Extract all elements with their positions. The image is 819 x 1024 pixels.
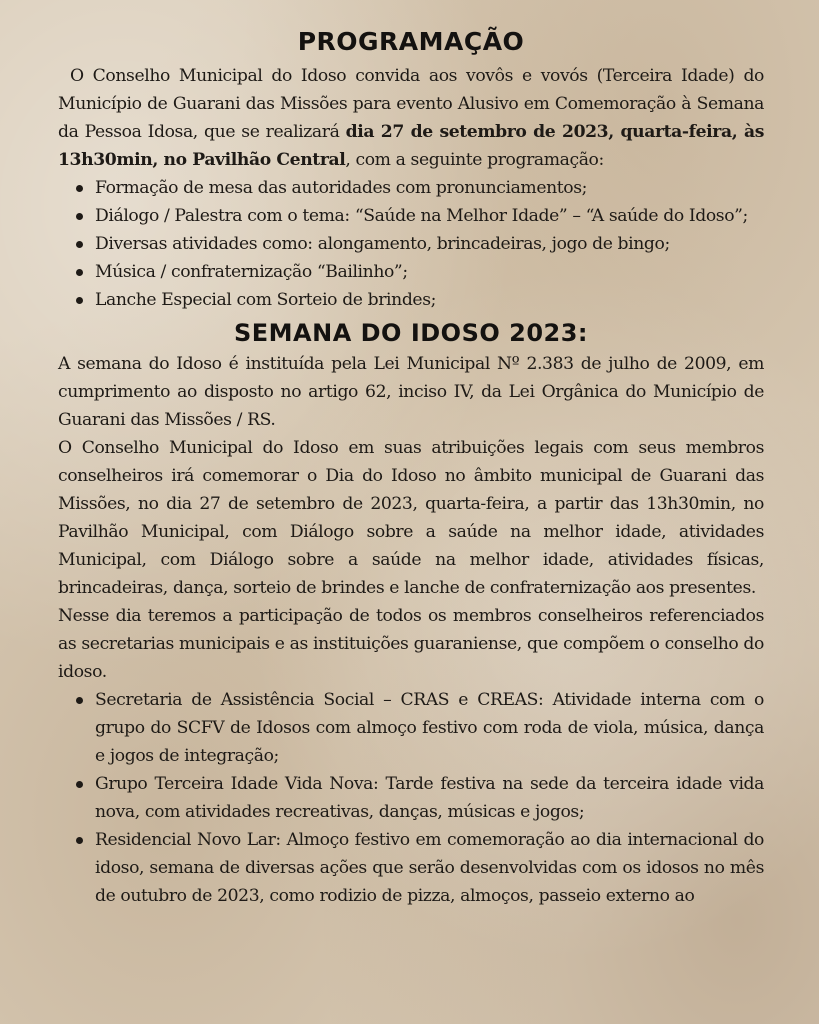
institution-item: Secretaria de Assistência Social – CRAS e CREAS: Atividade interna com o grupo do SCFV de Idosos com almoço festivo com roda de viola, música, dança e jogos de integração; <box>95 686 764 770</box>
law-paragraph: A semana do Idoso é instituída pela Lei Municipal Nº 2.383 de julho de 2009, em cumprimento ao disposto no artigo 62, inciso IV, da Lei Orgânica do Município de Guarani das Missões / RS. <box>58 354 764 430</box>
program-item: Formação de mesa das autoridades com pronunciamentos; <box>95 174 764 202</box>
institution-item: Residencial Novo Lar: Almoço festivo em comemoração ao dia internacional do idoso, semana de diversas ações que serão desenvolvidas com os idosos no mês de outubro de 2023, como rodizio de pizza, almoços, passeio externo ao <box>95 826 764 910</box>
institution-item: Grupo Terceira Idade Vida Nova: Tarde festiva na sede da terceira idade vida nova, com atividades recreativas, danças, músicas e jogos; <box>95 770 764 826</box>
institution-list <box>58 686 764 910</box>
participation-paragraph: Nesse dia teremos a participação de todos os membros conselheiros referenciados as secretarias municipais e as instituições guaraniense, que compõem o conselho do idoso. <box>58 606 764 682</box>
section-title: SEMANA DO IDOSO 2023: <box>233 319 589 347</box>
program-item: Lanche Especial com Sorteio de brindes; <box>95 286 764 314</box>
program-item: Música / confraternização “Bailinho”; <box>95 258 764 286</box>
program-list <box>58 174 764 314</box>
page-title: PROGRAMAÇÃO <box>297 27 525 56</box>
program-item: Diálogo / Palestra com o tema: “Saúde na Melhor Idade” – “A saúde do Idoso”; <box>95 202 764 230</box>
celebration-paragraph: O Conselho Municipal do Idoso em suas atribuições legais com seus membros conselheiros irá comemorar o Dia do Idoso no âmbito municipal de Guarani das Missões, no dia 27 de setembro de 2023, quarta-feira, a partir das 13h30min, no Pavilhão Municipal, com Diálogo sobre a saúde na melhor idade, atividades Municipal, com Diálogo sobre a saúde na melhor idade, atividades físicas, brincadeiras, dança, sorteio de brindes e lanche de confraternização aos presentes. <box>58 438 764 598</box>
program-item: Diversas atividades como: alongamento, brincadeiras, jogo de bingo; <box>95 230 764 258</box>
intro-paragraph <box>58 62 764 174</box>
document-page <box>58 22 764 910</box>
intro-text-end: , com a seguinte programação: <box>345 150 604 170</box>
intro-text-start: O Conselho Municipal do Idoso convida aos vovôs e vovós (Terceira Idade) do Município de Guarani das Missões para evento Alusivo em Comemoração à Semana da Pessoa Idosa, que se realizará <box>58 66 764 142</box>
intro-event-date: dia 27 de setembro de 2023, quarta-feira, às 13h30min, no Pavilhão Central <box>58 122 764 170</box>
